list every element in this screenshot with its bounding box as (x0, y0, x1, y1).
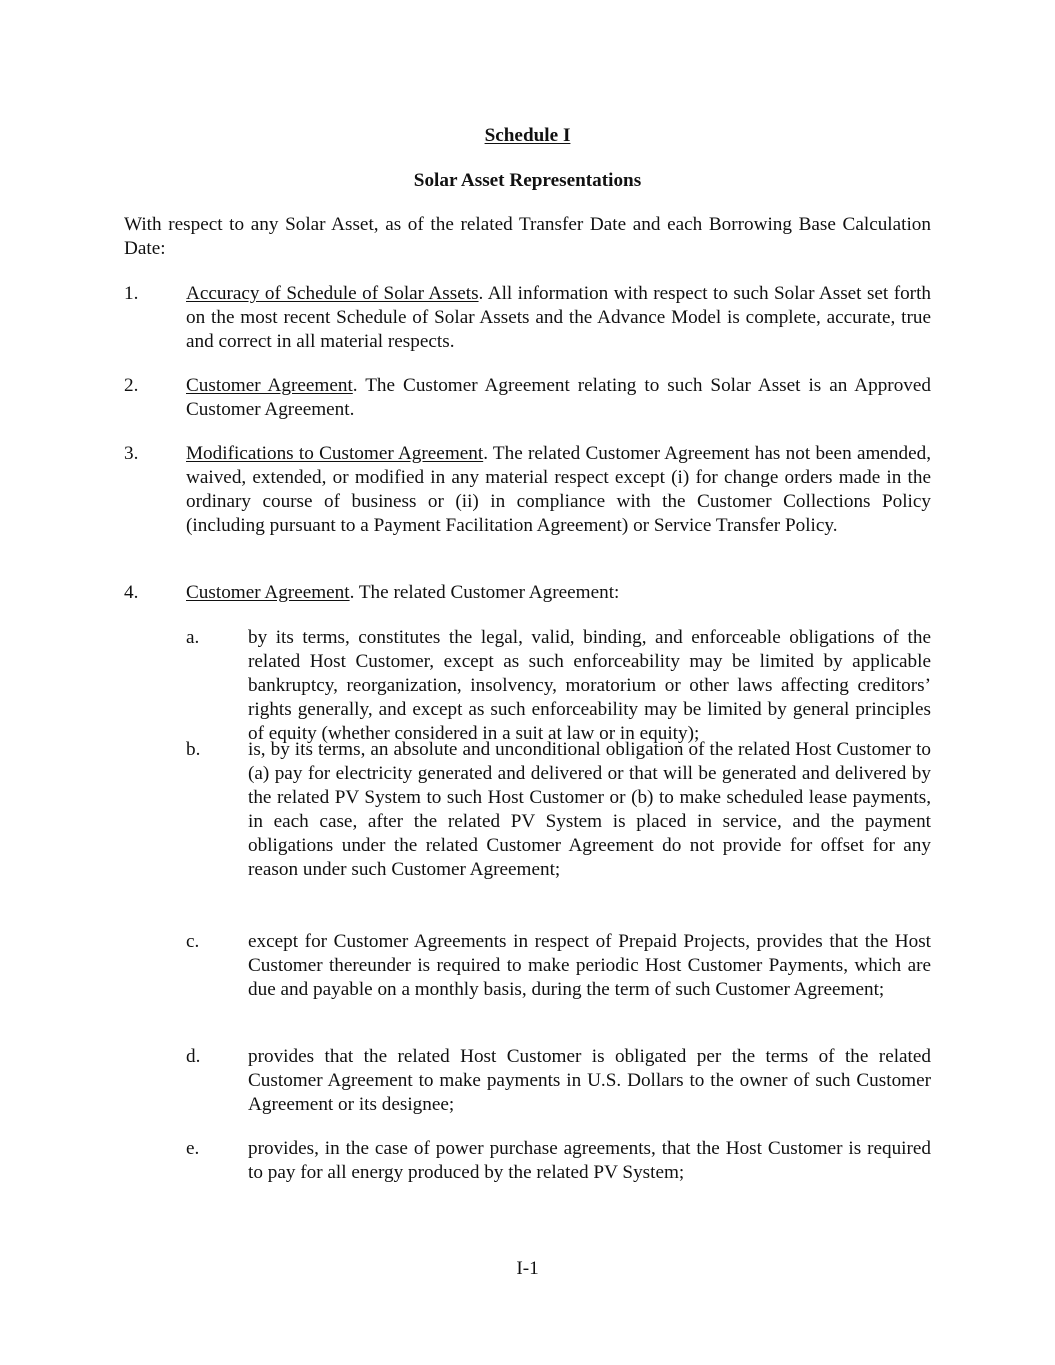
item-body (186, 282, 931, 354)
subitem-letter: c. (186, 931, 200, 952)
item-body (186, 581, 931, 605)
subitem-b (186, 738, 931, 882)
item-body (186, 374, 931, 422)
subitem-letter: b. (186, 739, 201, 760)
item-text: . The related Customer Agreement: (349, 582, 620, 603)
representation-item-1 (124, 282, 931, 354)
subitem-letter: a. (186, 627, 200, 648)
schedule-title: Schedule I (484, 125, 571, 146)
representation-item-4 (124, 581, 931, 605)
item-text: . The related Customer Agreement has not been amended, waived, extended, or modified in any material respect except (i) for change orders made in the ordinary course of business or (ii) in compliance with the Customer Collections Policy (including pursuant to a Payment Facilitation Agreement) or Service Transfer Policy. (186, 443, 931, 536)
subitem-a (186, 626, 931, 746)
item-number: 3. (124, 443, 139, 464)
subitem-text: except for Customer Agreements in respect of Prepaid Projects, provides that the Host Customer thereunder is required to make periodic Host Customer Payments, which are due and payable on a monthly basis, during the term of such Customer Agreement; (248, 931, 931, 1000)
item-text: . The Customer Agreement relating to such Solar Asset is an Approved Customer Agreement. (186, 375, 931, 420)
subitem-e (186, 1137, 931, 1185)
item-text: . All information with respect to such Solar Asset set forth on the most recent Schedule of Solar Assets and the Advance Model is complete, accurate, true and correct in all material respects. (186, 283, 931, 352)
page-number: I-1 (516, 1258, 539, 1279)
subitem-text: is, by its terms, an absolute and unconditional obligation of the related Host Customer to (a) pay for electricity generated and delivered or that will be generated and delivered by the related PV System to such Host Customer or (b) to make scheduled lease payments, in each case, after the related PV System is placed in service, and the payment obligations under the related Customer Agreement do not provide for offset for any reason under such Customer Agreement; (248, 739, 931, 880)
item-body (186, 442, 931, 538)
intro-paragraph: With respect to any Solar Asset, as of the related Transfer Date and each Borrowing Base Calculation Date: (124, 214, 931, 259)
representation-item-2 (124, 374, 931, 422)
item-number: 4. (124, 582, 139, 603)
subitem-text: by its terms, constitutes the legal, valid, binding, and enforceable obligations of the related Host Customer, except as such enforceability may be limited by applicable bankruptcy, reorganization, insolvency, moratorium or other laws affecting creditors’ rights generally, and except as such enforceability may be limited by general principles of equity (whether considered in a suit at law or in equity); (248, 627, 931, 744)
representation-item-3 (124, 442, 931, 538)
subitem-text: provides, in the case of power purchase agreements, that the Host Customer is required to pay for all energy produced by the related PV System; (248, 1138, 931, 1183)
subitem-letter: e. (186, 1138, 200, 1159)
item-heading: Modifications to Customer Agreement (186, 443, 484, 464)
item-heading: Accuracy of Schedule of Solar Assets (186, 283, 479, 304)
subitem-d (186, 1045, 931, 1117)
subitem-c (186, 930, 931, 1002)
section-subtitle: Solar Asset Representations (413, 170, 642, 191)
item-heading: Customer Agreement (186, 375, 353, 396)
item-number: 1. (124, 283, 139, 304)
item-number: 2. (124, 375, 139, 396)
subitem-text: provides that the related Host Customer is obligated per the terms of the related Customer Agreement to make payments in U.S. Dollars to the owner of such Customer Agreement or its designee; (248, 1046, 931, 1115)
item-heading: Customer Agreement (186, 582, 350, 603)
subitem-letter: d. (186, 1046, 201, 1067)
